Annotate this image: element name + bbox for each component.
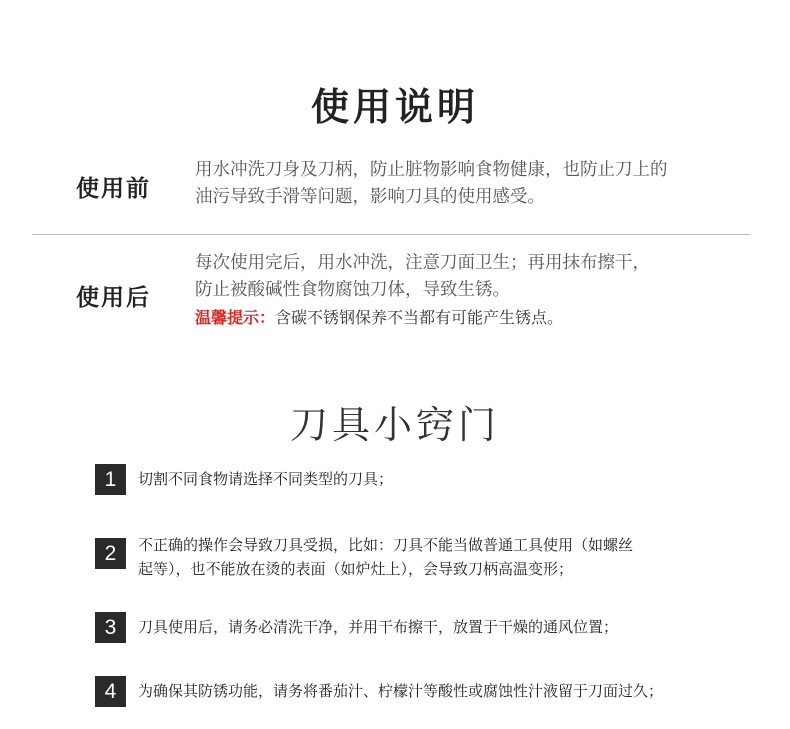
tips-title: 刀具小窍门	[289, 403, 500, 447]
tip-line: 刀具使用后，请务必清洗干净，并用干布擦干，放置于干燥的通风位置；	[138, 618, 619, 636]
before-use-line: 用水冲洗刀身及刀柄，防止脏物影响食物健康，也防止刀上的	[195, 160, 668, 180]
after-use-line: 防止被酸碱性食物腐蚀刀体，导致生锈。	[195, 280, 510, 300]
tip-line: 不正确的操作会导致刀具受损，比如：刀具不能当做普通工具使用（如螺丝	[138, 536, 634, 554]
after-use-line: 每次使用完后，用水冲洗，注意刀面卫生；再用抹布擦干，	[195, 253, 650, 273]
after-use-label: 使用后	[76, 285, 151, 311]
tip-text	[138, 533, 738, 581]
tip-text	[138, 467, 738, 491]
tip-number-badge: 3	[95, 612, 126, 643]
before-use-line: 油污导致手滑等问题，影响刀具的使用感受。	[195, 187, 545, 207]
after-use-text	[195, 250, 755, 331]
tip-line: 切割不同食物请选择不同类型的刀具；	[138, 470, 394, 488]
warm-tip	[195, 304, 755, 331]
tip-text	[138, 615, 738, 639]
before-use-text	[195, 157, 755, 211]
tip-line: 为确保其防锈功能，请务将番茄汁、柠檬汁等酸性或腐蚀性汁液留于刀面过久；	[138, 682, 664, 700]
tip-number-badge: 1	[95, 464, 126, 495]
warm-tip-text: 含碳不锈钢保养不当都有可能产生锈点。	[275, 308, 564, 327]
tip-number-badge: 4	[95, 676, 126, 707]
tip-number-badge: 2	[95, 538, 126, 569]
before-use-label: 使用前	[76, 176, 151, 202]
section-divider	[32, 234, 750, 235]
usage-title: 使用说明	[310, 85, 479, 129]
tip-line: 起等），也不能放在烫的表面（如炉灶上），会导致刀柄高温变形；	[138, 560, 574, 578]
warm-tip-label: 温馨提示：	[195, 308, 276, 327]
tip-text	[138, 679, 738, 703]
